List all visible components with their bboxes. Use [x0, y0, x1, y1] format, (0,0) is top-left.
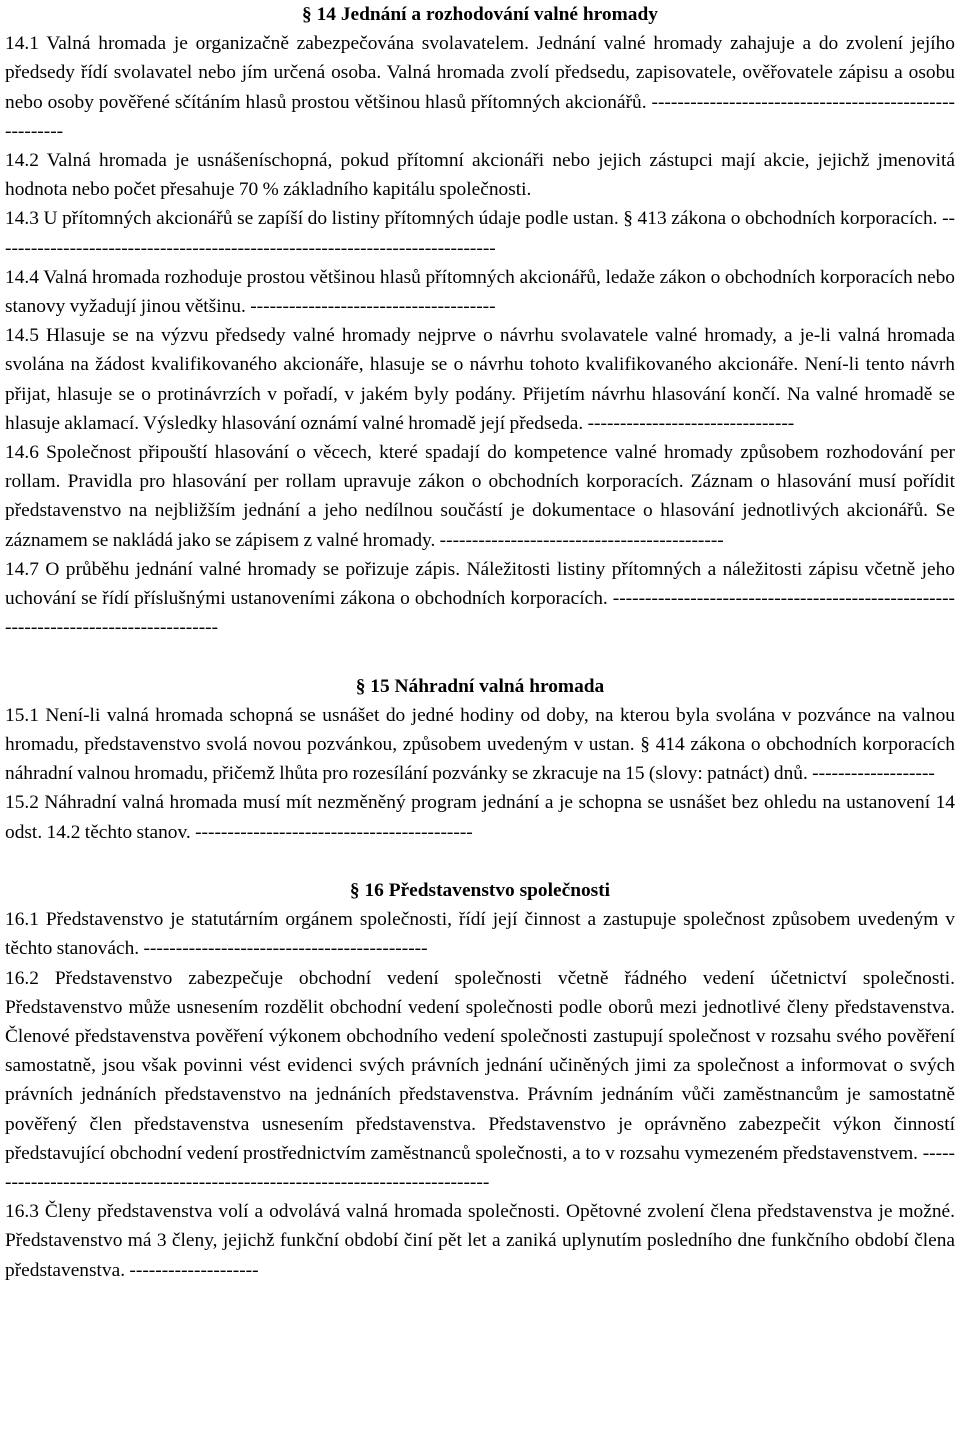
paragraph-14-5: 14.5 Hlasuje se na výzvu předsedy valné hromady nejprve o návrhu svolavatele valné hromady, a je-li valná hromada svolána na žádost kvalifikovaného akcionáře, hlasuje se o návrhu tohoto kvalifikovaného akcionáře. Není-li tento návrh přijat, hlasuje se o protinávrzích v pořadí, v jakém byly podány. Přijetím návrhu hlasování končí. Na valné hromadě se hlasuje aklamací. Výsledky hlasování oznámí valné hromadě její předseda. -------------------------------- [5, 325, 955, 434]
paragraph-14-2: 14.2 Valná hromada je usnášeníschopná, pokud přítomní akcionáři nebo jejich zástupci mají akcie, jejichž jmenovitá hodnota nebo počet přesahuje 70 % základního kapitálu společnosti. [5, 150, 955, 201]
paragraph-14-4: 14.4 Valná hromada rozhoduje prostou většinou hlasů přítomných akcionářů, ledaže zákon o obchodních korporacích nebo stanovy vyžadují jinou většinu. -------------------------------------- [5, 266, 955, 318]
section-heading-15: § 15 Náhradní valná hromada [355, 675, 605, 697]
document-page [5, 0, 955, 1285]
section-heading-14: § 14 Jednání a rozhodování valné hromady [302, 4, 658, 25]
paragraph-14-6: 14.6 Společnost připouští hlasování o věcech, které spadají do kompetence valné hromady způsobem rozhodování per rollam. Pravidla pro hlasování per rollam upravuje zákon o obchodních korporacích. Záznam o hlasování musí pořídit představenstvo na nejbližším jednání a jeho nedílnou součástí je dokumentace o hlasování jednotlivých akcionářů. Se záznamem se nakládá jako se zápisem z valné hromady. -------------------------------------------- [5, 442, 955, 551]
paragraph-15-2: 15.2 Náhradní valná hromada musí mít nezměněný program jednání a je schopna se usnášet bez ohledu na ustanovení 14 odst. 14.2 těchto stanov. ------------------------------------------- [5, 792, 955, 843]
section-spacer [5, 642, 955, 671]
section-spacer [5, 847, 955, 876]
paragraph-15-1: 15.1 Není-li valná hromada schopná se usnášet do jedné hodiny od doby, na kterou byla svolána v pozvánce na valnou hromadu, představenstvo svolá novou pozvánkou, způsobem uvedeným v ustan. § 414 zákona o obchodních korporacích náhradní valnou hromadu, přičemž lhůta pro rozesílání pozvánky se zkracuje na 15 (slovy: patnáct) dnů. ------------------- [5, 704, 955, 785]
paragraph-14-7: 14.7 O průběhu jednání valné hromady se pořizuje zápis. Náležitosti listiny přítomných a náležitosti zápisu včetně jeho uchování se řídí příslušnými ustanoveními zákona o obchodních korporacích. -------------------------------------------------------------------------------------- [5, 558, 955, 639]
paragraph-14-1: 14.1 Valná hromada je organizačně zabezpečována svolavatelem. Jednání valné hromady zahajuje a do zvolení jejího předsedy řídí svolavatel nebo jím určená osoba. Valná hromada zvolí předsedu, zapisovatele, ověřovatele zápisu a osobu nebo osoby pověřené sčítáním hlasů prostou většinou hlasů přítomných akcionářů. -------------------------------------------------------- [5, 33, 955, 142]
paragraph-16-1: 16.1 Představenstvo je statutárním orgánem společnosti, řídí její činnost a zastupuje společnost způsobem uvedeným v těchto stanovách. -------------------------------------------- [5, 909, 955, 960]
paragraph-16-3: 16.3 Členy představenstva volí a odvolává valná hromada společnosti. Opětovné zvolení člena představenstva je možné. Představenstvo má 3 členy, jejichž funkční období činí pět let a zaniká uplynutím posledního dne funkčního období člena představenstva. -------------------- [5, 1201, 955, 1281]
section-heading-16: § 16 Představenstvo společnosti [349, 880, 611, 902]
paragraph-16-2: 16.2 Představenstvo zabezpečuje obchodní vedení společnosti včetně řádného vedení účetnictví společnosti. Představenstvo může usnesením rozdělit obchodní vedení společnosti podle oborů mezi jednotlivé členy představenstva. Členové představenstva pověření výkonem obchodního vedení společnosti zastupují společnost v rozsahu svého pověření samostatně, jsou však povinni vést evidenci svých právních jednání učiněných jimi za společnost a informovat o svých právních jednáních představenstvo na jednáních představenstva. Právním jednáním vůči zaměstnancům je samostatně pověřený člen představenstva usnesením představenstva. Představenstvo je oprávněno zabezpečit výkon činností představující obchodní vedení prostřednictvím zaměstnanců společnosti, a to v rozsahu vymezeném představenstvem. -------------------------------------------------------------------------------- [5, 967, 955, 1194]
paragraph-14-3: 14.3 U přítomných akcionářů se zapíší do listiny přítomných údaje podle ustan. § 413 zákona o obchodních korporacích. ------------------------------------------------------------------------------ [5, 208, 955, 259]
